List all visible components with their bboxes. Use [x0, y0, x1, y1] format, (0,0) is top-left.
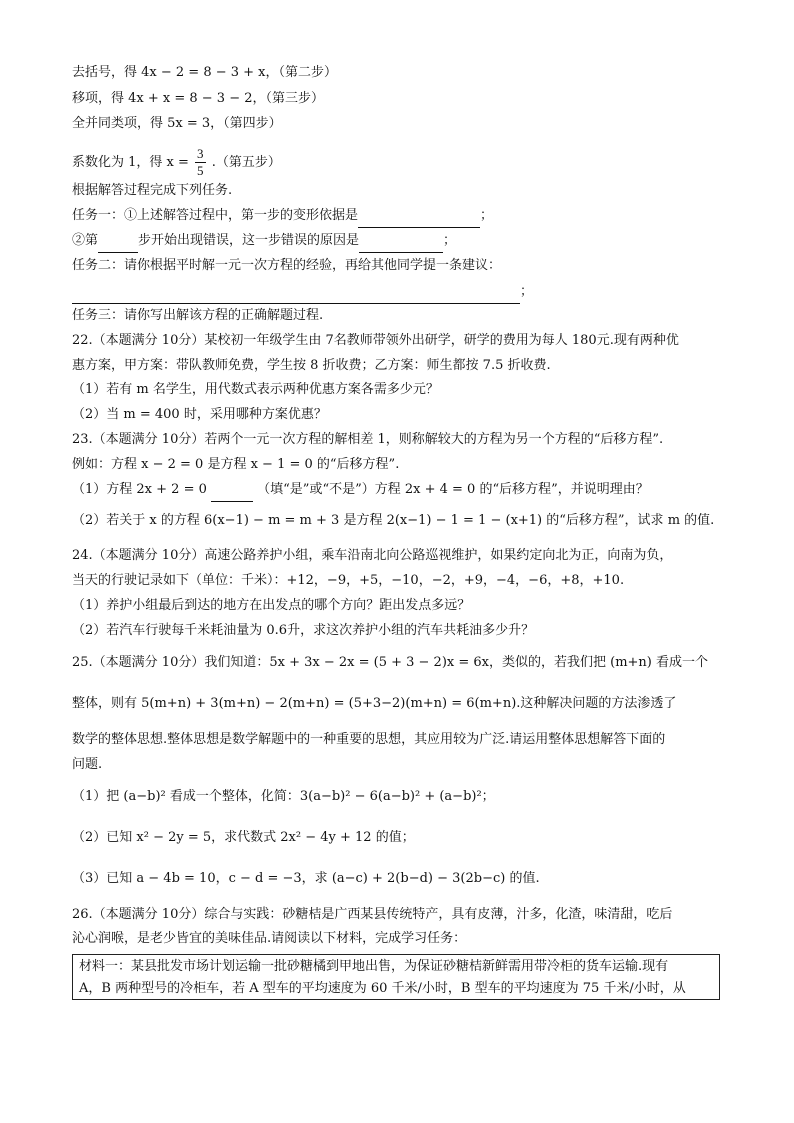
task-one-end: ； — [480, 208, 494, 223]
material-box — [72, 954, 720, 1000]
q25-part1: （1）把 (a−b)² 看成一个整体，化简：3(a−b)² − 6(a−b)² + (a−b)²； — [72, 789, 495, 804]
material-one-line-2: A，B 两种型号的冷柜车，若 A 型车的平均速度为 60 千米/小时，B 型车的平均速度为 75 千米/小时，从 — [79, 981, 686, 996]
task-two-end: ； — [520, 284, 534, 299]
q24-part2: （2）若汽车行驶每千米耗油量为 0.6升，求这次养护小组的汽车共耗油多少升？ — [72, 623, 535, 638]
fraction — [195, 146, 206, 179]
q25-part2: （2）已知 x² − 2y = 5，求代数式 2x² − 4y + 12 的值； — [72, 830, 415, 845]
fraction-denominator: 5 — [197, 163, 204, 178]
q24-text-2: 当天的行驶记录如下（单位：千米）：+12，−9，+5，−10，−2，+9，−4，−6，+8，+10. — [72, 573, 625, 588]
task-three: 任务三：请你写出解该方程的正确解题过程. — [72, 308, 324, 323]
q26-text-1: 26.（本题满分 10分）综合与实践：砂糖桔是广西某县传统特产，具有皮薄，汁多，化渣，味清甜，吃后 — [72, 907, 673, 922]
step5-suffix: .（第五步） — [211, 155, 281, 170]
answer-blank[interactable] — [359, 234, 443, 253]
q22-part1: （1）若有 m 名学生，用代数式表示两种优惠方案各需多少元？ — [72, 382, 439, 397]
task-intro: 根据解答过程完成下列任务. — [72, 183, 233, 198]
fraction-numerator: 3 — [197, 146, 204, 161]
q23-part1-b: （填“是”或“不是”）方程 2x + 4 = 0 的“后移方程”，并说明理由？ — [257, 482, 649, 497]
q22-text-2: 惠方案，甲方案：带队教师免费，学生按 8 折收费；乙方案：师生都按 7.5 折收费. — [72, 358, 551, 373]
solution-step-4: 全并同类项，得 5x = 3，（第四步） — [72, 116, 282, 131]
q22-part2: （2）当 m = 400 时，采用哪种方案优惠？ — [72, 407, 327, 422]
part2-prefix: ②第 — [72, 233, 99, 248]
part2-end: ； — [443, 233, 457, 248]
answer-blank[interactable] — [211, 483, 253, 502]
material-one-line-1: 材料一：某县批发市场计划运输一批砂糖橘到甲地出售，为保证砂糖桔新鲜需用带冷柜的货车运输.现有 — [79, 959, 669, 974]
answer-blank[interactable] — [98, 234, 138, 253]
q22-text-1: 22.（本题满分 10分）某校初一年级学生由 7名教师带领外出研学，研学的费用为每人 180元.现有两种优 — [72, 333, 679, 348]
solution-step-3: 移项，得 4x + x = 8 − 3 − 2，（第三步） — [72, 91, 325, 106]
part2-text: 步开始出现错误，这一步错误的原因是 — [138, 233, 360, 248]
solution-step-5 — [72, 146, 281, 179]
q23-text-2: 例如：方程 x − 2 = 0 是方程 x − 1 = 0 的“后移方程”. — [72, 457, 400, 472]
task-two-answer-line — [72, 283, 533, 304]
q23-part1 — [72, 481, 649, 502]
task-one — [72, 207, 493, 228]
q23-part2: （2）若关于 x 的方程 6(x−1) − m = m + 3 是方程 2(x−1) − 1 = 1 − (x+1) 的“后移方程”，试求 m 的值. — [72, 513, 715, 528]
q24-part1: （1）养护小组最后到达的地方在出发点的哪个方向？距出发点多远？ — [72, 598, 471, 613]
q25-text-4: 问题. — [72, 757, 103, 772]
q23-text-1: 23.（本题满分 10分）若两个一元一次方程的解相差 1，则称解较大的方程为另一个方程的“后移方程”. — [72, 432, 664, 447]
solution-step-2: 去括号，得 4x − 2 = 8 − 3 + x，（第二步） — [72, 65, 338, 80]
q25-text-1: 25.（本题满分 10分）我们知道：5x + 3x − 2x = (5 + 3 − 2)x = 6x，类似的，若我们把 (m+n) 看成一个 — [72, 655, 708, 670]
step5-prefix: 系数化为 1，得 x = — [72, 155, 189, 170]
q25-text-2: 整体，则有 5(m+n) + 3(m+n) − 2(m+n) = (5+3−2)(m+n) = 6(m+n).这种解决问题的方法渗透了 — [72, 696, 677, 711]
q23-part1-a: （1）方程 2x + 2 = 0 — [72, 482, 207, 497]
q25-text-3: 数学的整体思想.整体思想是数学解题中的一种重要的思想，其应用较为广泛.请运用整体思想解答下面的 — [72, 732, 666, 747]
answer-blank[interactable] — [72, 285, 520, 304]
task-two: 任务二：请你根据平时解一元一次方程的经验，再给其他同学提一条建议： — [72, 258, 502, 273]
q26-text-2: 沁心润喉，是老少皆宜的美味佳品.请阅读以下材料，完成学习任务： — [72, 931, 467, 946]
q25-part3: （3）已知 a − 4b = 10，c − d = −3，求 (a−c) + 2(b−d) − 3(2b−c) 的值. — [72, 871, 540, 886]
q24-text-1: 24.（本题满分 10分）高速公路养护小组，乘车沿南北向公路巡视维护，如果约定向北为正，向南为负， — [72, 548, 673, 563]
task-one-text: 任务一：①上述解答过程中，第一步的变形依据是 — [72, 208, 359, 223]
answer-blank[interactable] — [358, 209, 480, 228]
task-one-part2 — [72, 232, 456, 253]
